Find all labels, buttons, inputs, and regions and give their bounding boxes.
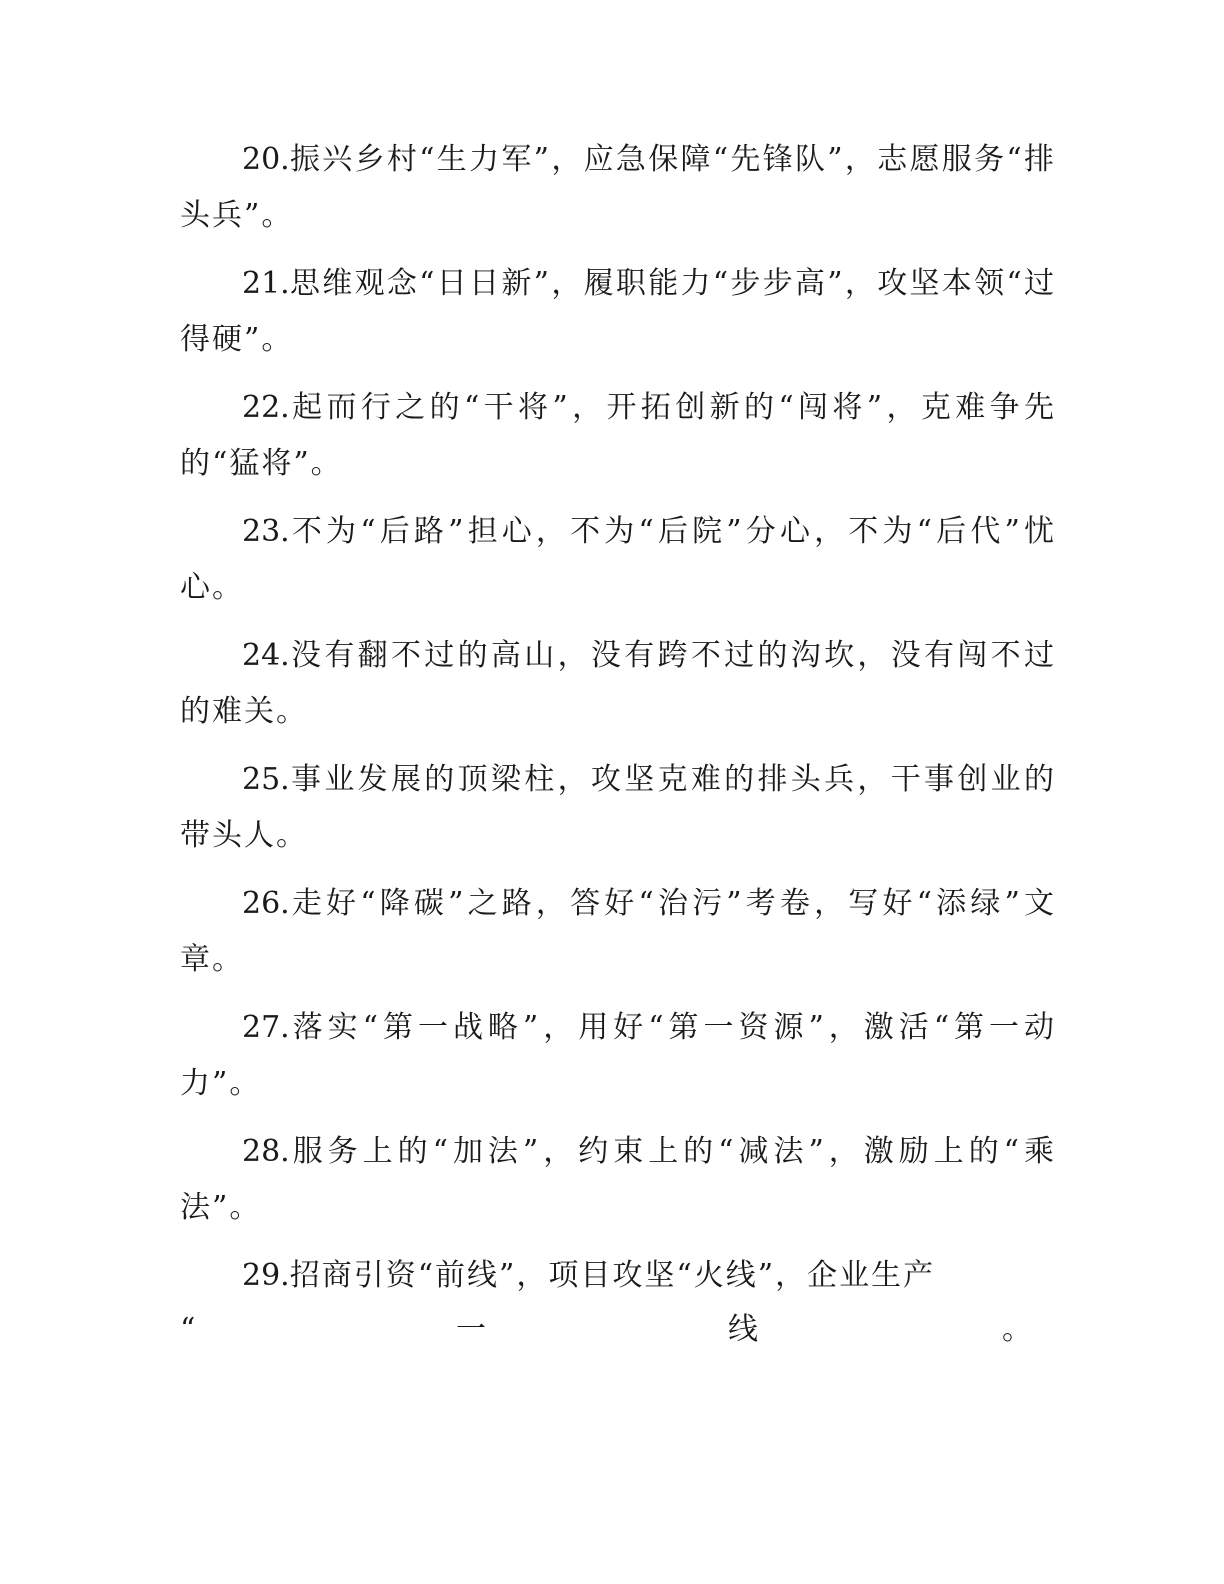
item-number: 20. bbox=[242, 142, 290, 177]
item-number: 23. bbox=[242, 514, 290, 549]
item-text: 不为“后路”担心，不为“后院”分心，不为“后代”忧心。 bbox=[180, 514, 1056, 605]
item-text: 思维观念“日日新”，履职能力“步步高”，攻坚本领“过得硬”。 bbox=[180, 266, 1056, 357]
item-text: 服务上的“加法”，约束上的“减法”，激励上的“乘法”。 bbox=[180, 1134, 1056, 1225]
item-number: 21. bbox=[242, 266, 290, 301]
list-item bbox=[180, 380, 1056, 492]
item-number: 24. bbox=[242, 638, 290, 673]
list-item bbox=[180, 256, 1056, 368]
document-page bbox=[180, 132, 1056, 1316]
list-item bbox=[180, 132, 1056, 244]
item-text: 没有翻不过的高山，没有跨不过的沟坎，没有闯不过的难关。 bbox=[180, 638, 1056, 729]
period: 。 bbox=[1002, 1312, 1032, 1347]
item-text: 招商引资“前线”，项目攻坚“火线”，企业生产 bbox=[289, 1258, 936, 1293]
justified-last-line bbox=[180, 1302, 1056, 1358]
list-item bbox=[180, 1124, 1056, 1236]
open-quote: “ bbox=[180, 1312, 196, 1347]
item-number: 25. bbox=[242, 762, 290, 797]
item-number: 29. bbox=[242, 1258, 290, 1293]
list-item bbox=[180, 1248, 1056, 1304]
list-item bbox=[180, 1000, 1056, 1112]
item-text: 落实“第一战略”，用好“第一资源”，激活“第一动力”。 bbox=[180, 1010, 1056, 1101]
item-number: 28. bbox=[242, 1134, 290, 1169]
list-item bbox=[180, 752, 1056, 864]
item-text: 振兴乡村“生力军”，应急保障“先锋队”，志愿服务“排头兵”。 bbox=[180, 142, 1056, 233]
item-number: 22. bbox=[242, 390, 290, 425]
item-text: 起而行之的“干将”，开拓创新的“闯将”，克难争先的“猛将”。 bbox=[180, 390, 1056, 481]
list-item bbox=[180, 628, 1056, 740]
item-number: 26. bbox=[242, 886, 290, 921]
list-item bbox=[180, 504, 1056, 616]
list-item bbox=[180, 876, 1056, 988]
last-line-char-1: 一 bbox=[456, 1312, 486, 1347]
item-text: 事业发展的顶梁柱，攻坚克难的排头兵，干事创业的带头人。 bbox=[180, 762, 1056, 853]
last-line-char-2: 线 bbox=[728, 1312, 758, 1347]
item-number: 27. bbox=[242, 1010, 290, 1045]
item-text: 走好“降碳”之路，答好“治污”考卷，写好“添绿”文章。 bbox=[180, 886, 1056, 977]
